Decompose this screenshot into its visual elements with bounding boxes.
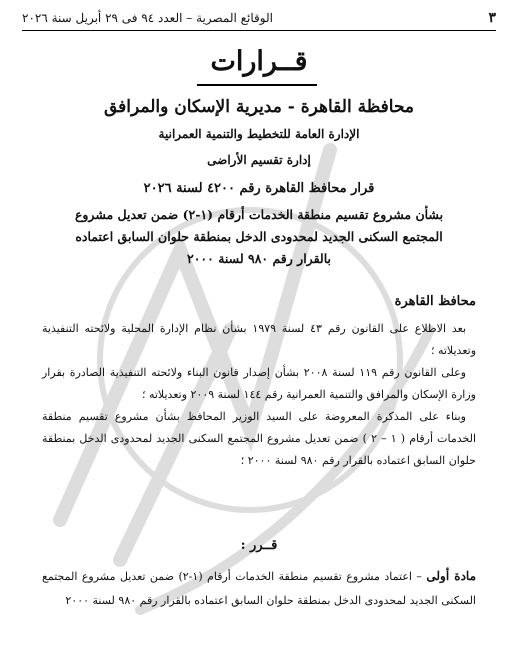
section-title: قــرارات xyxy=(210,46,308,77)
article-text: – اعتماد مشروع تقسيم منطقة الخدمات أرقام (١-٢) ضمن تعديل مشروع المجتمع السكنى الجديد لمحدودى الدخل بمنطقة حلوان السابق اعتماده بالقرار رقم ٩٨٠ لسنة ٢٠٠٠ xyxy=(42,570,476,607)
article-one xyxy=(42,564,476,613)
article-label: مادة أولى xyxy=(426,569,476,583)
page-number: ٣ xyxy=(488,10,496,26)
decision-title: قرار محافظ القاهرة رقم ٤٢٠٠ لسنة ٢٠٢٦ xyxy=(143,181,375,196)
general-administration: الإدارة العامة للتخطيط والتنمية العمرانية xyxy=(158,127,360,141)
department: إدارة تقسيم الأراضى xyxy=(207,153,311,167)
running-header xyxy=(22,8,496,31)
preamble-clause: وبناء على المذكرة المعروضة على السيد الوزير المحافظ بشأن مشروع تقسيم منطقة الخدمات أرقام ( ١ – ٢ ) ضمن تعديل مشروع المجتمع السكنى الجديد لمحدودى الدخل بمنطقة حلوان السابق اعتماده بالقرار رقم ٩٨٠ لسنة ٢٠٠٠ ؛ xyxy=(42,410,477,467)
gazette-issue-line: الوقائع المصرية – العدد ٩٤ فى ٢٩ أبريل سنة ٢٠٢٦ xyxy=(22,11,273,25)
decision-subject: بشأن مشروع تقسيم منطقة الخدمات أرقام (١-٢) ضمن تعديل مشروع المجتمع السكنى الجديد لمحدودى الدخل بمنطقة حلوان السابق اعتماده بالقرار رقم ٩٨٠ لسنة ٢٠٠٠ xyxy=(74,207,444,266)
preamble-clause: وعلى القانون رقم ١١٩ لسنة ٢٠٠٨ بشأن إصدار قانون البناء ولائحته التنفيذية الصادرة بقرار وزارة الإسكان والمرافق والتنمية العمرانية رقم ١٤٤ لسنة ٢٠٠٩ وتعديلاته ؛ xyxy=(42,366,476,401)
governor-heading: محافظ القاهرة xyxy=(394,294,476,309)
decided-heading: قــرر : xyxy=(240,538,278,553)
title-underline xyxy=(197,84,317,86)
preamble-clause: بعد الاطلاع على القانون رقم ٤٣ لسنة ١٩٧٩ بشأن نظام الإدارة المحلية ولائحته التنفيذية وتعديلاته ؛ xyxy=(42,322,476,357)
preamble xyxy=(42,318,476,472)
issuing-authority: محافظة القاهرة - مديرية الإسكان والمرافق xyxy=(103,97,415,117)
